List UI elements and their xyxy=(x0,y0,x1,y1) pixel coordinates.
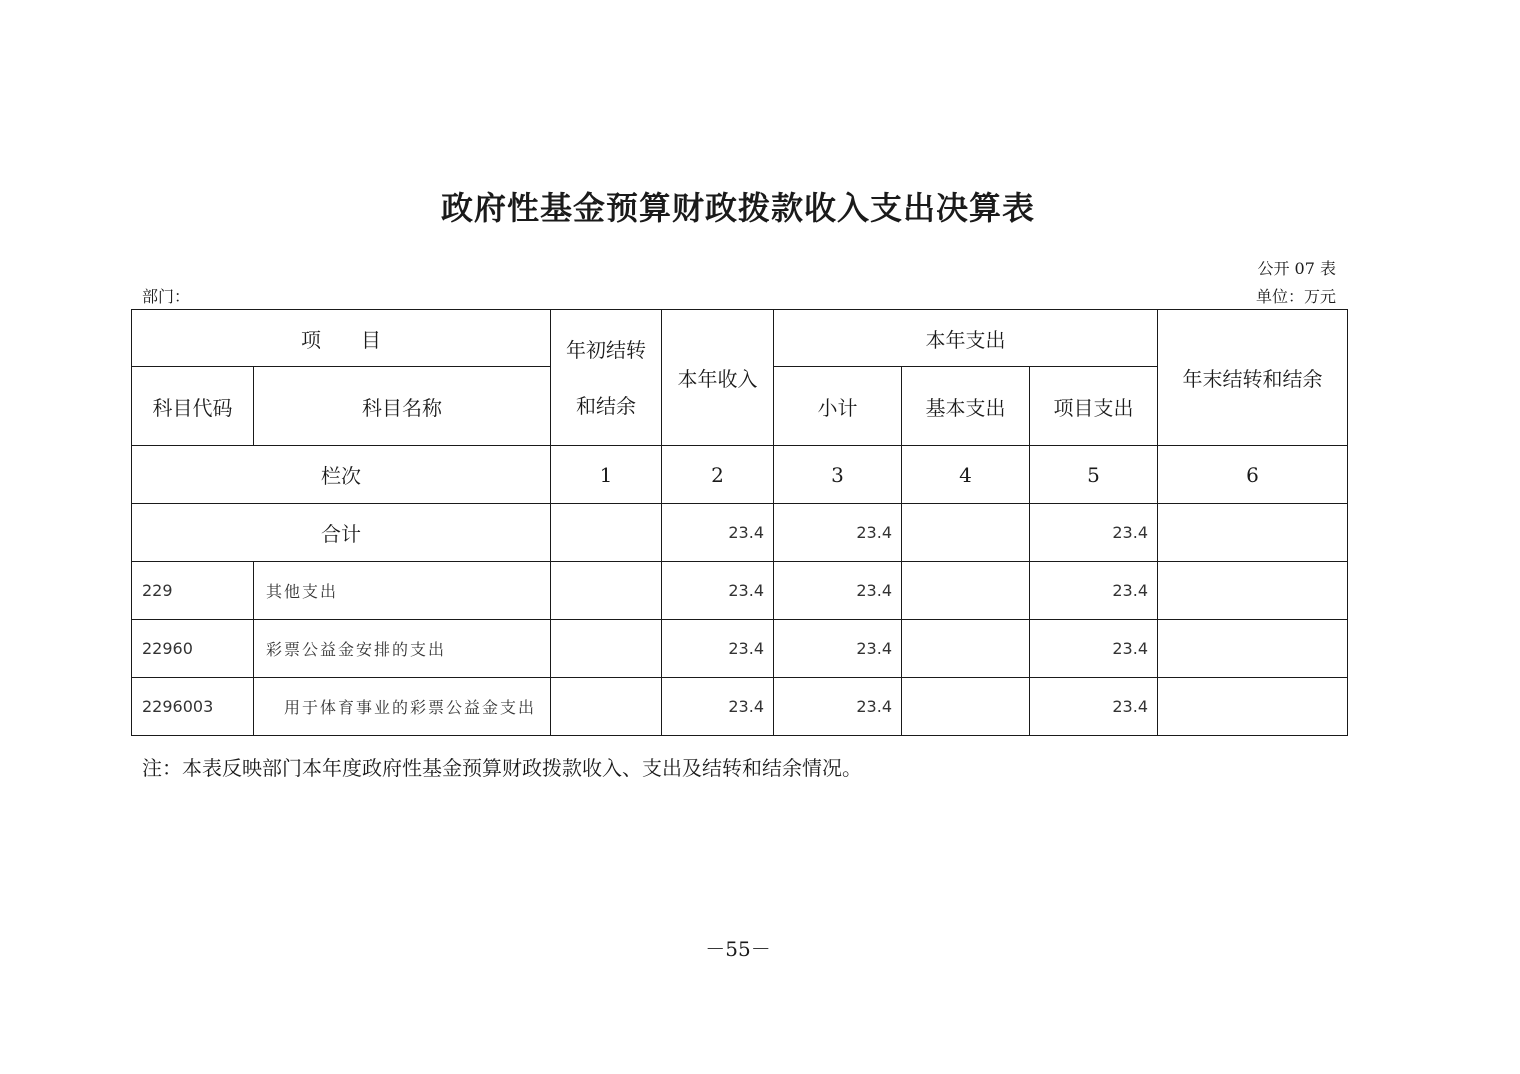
column-number-row xyxy=(132,446,1348,504)
row-beginning xyxy=(551,562,662,620)
table-note: 注：本表反映部门本年度政府性基金预算财政拨款收入、支出及结转和结余情况。 xyxy=(142,756,862,780)
row-income: 23.4 xyxy=(662,678,774,736)
total-label: 合计 xyxy=(132,504,551,562)
header-subject-code: 科目代码 xyxy=(132,367,254,446)
page-title: 政府性基金预算财政拨款收入支出决算表 xyxy=(440,189,1035,227)
row-subtotal: 23.4 xyxy=(774,678,902,736)
header-subject-name: 科目名称 xyxy=(254,367,551,446)
row-basic xyxy=(902,562,1030,620)
row-ending xyxy=(1158,620,1348,678)
row-basic xyxy=(902,620,1030,678)
column-number-2: 2 xyxy=(662,446,774,504)
header-carryover xyxy=(551,310,662,446)
row-code: 229 xyxy=(132,562,254,620)
row-code: 2296003 xyxy=(132,678,254,736)
row-beginning xyxy=(551,620,662,678)
table-row xyxy=(132,620,1348,678)
total-project: 23.4 xyxy=(1030,504,1158,562)
row-ending xyxy=(1158,562,1348,620)
total-ending xyxy=(1158,504,1348,562)
total-row xyxy=(132,504,1348,562)
total-basic xyxy=(902,504,1030,562)
row-subtotal: 23.4 xyxy=(774,620,902,678)
form-number: 公开 07 表 xyxy=(1257,259,1336,278)
unit-label: 单位：万元 xyxy=(1255,287,1336,306)
column-number-label: 栏次 xyxy=(132,446,551,504)
header-carryover-line2: 和结余 xyxy=(576,393,636,418)
row-income: 23.4 xyxy=(662,562,774,620)
total-beginning xyxy=(551,504,662,562)
row-name: 用于体育事业的彩票公益金支出 xyxy=(254,678,551,736)
row-project: 23.4 xyxy=(1030,562,1158,620)
column-number-1: 1 xyxy=(551,446,662,504)
header-basic-expense: 基本支出 xyxy=(902,367,1030,446)
header-item: 项 目 xyxy=(132,310,551,367)
header-carryover-line1: 年初结转 xyxy=(566,337,646,362)
row-project: 23.4 xyxy=(1030,620,1158,678)
table-row xyxy=(132,562,1348,620)
department-label: 部门： xyxy=(142,287,191,306)
row-code: 22960 xyxy=(132,620,254,678)
column-number-3: 3 xyxy=(774,446,902,504)
row-basic xyxy=(902,678,1030,736)
header-project-expense: 项目支出 xyxy=(1030,367,1158,446)
header-current-expense: 本年支出 xyxy=(774,310,1158,367)
column-number-5: 5 xyxy=(1030,446,1158,504)
row-income: 23.4 xyxy=(662,620,774,678)
table-row xyxy=(132,678,1348,736)
header-subtotal: 小计 xyxy=(774,367,902,446)
header-current-income: 本年收入 xyxy=(662,310,774,446)
row-beginning xyxy=(551,678,662,736)
row-name: 其他支出 xyxy=(254,562,551,620)
total-subtotal: 23.4 xyxy=(774,504,902,562)
total-income: 23.4 xyxy=(662,504,774,562)
column-number-4: 4 xyxy=(902,446,1030,504)
row-subtotal: 23.4 xyxy=(774,562,902,620)
row-name: 彩票公益金安排的支出 xyxy=(254,620,551,678)
page-number: －55－ xyxy=(705,937,771,961)
header-row-1 xyxy=(132,310,1348,367)
column-number-6: 6 xyxy=(1158,446,1348,504)
budget-table xyxy=(131,309,1348,736)
row-project: 23.4 xyxy=(1030,678,1158,736)
header-year-end: 年末结转和结余 xyxy=(1158,310,1348,446)
row-ending xyxy=(1158,678,1348,736)
